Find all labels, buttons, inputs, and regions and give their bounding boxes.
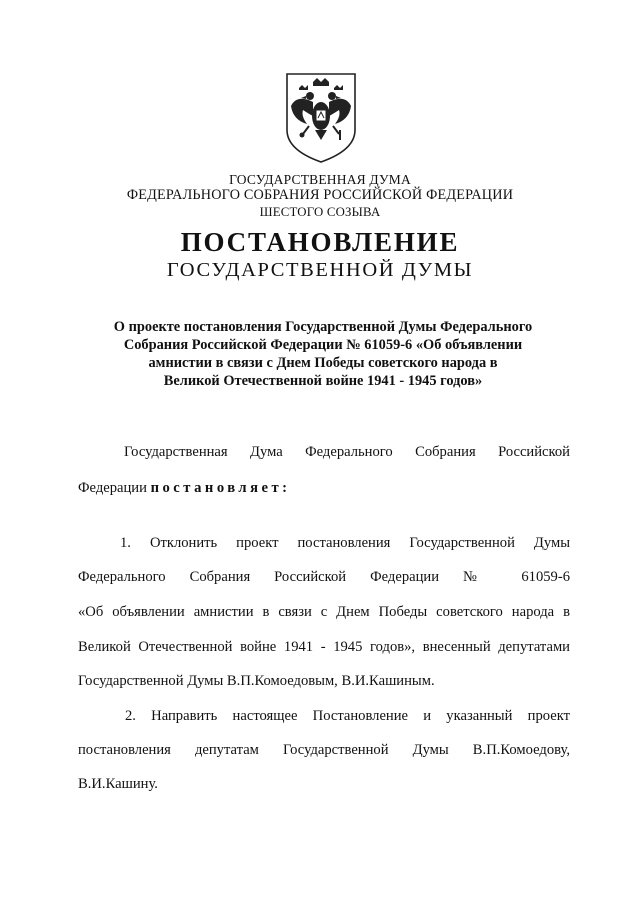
document-title: ПОСТАНОВЛЕНИЕ — [180, 227, 460, 257]
header-line-convocation: ШЕСТОГО СОЗЫВА — [259, 205, 381, 219]
header-line-duma: ГОСУДАРСТВЕННАЯ ДУМА — [229, 172, 411, 187]
preamble-line-decision — [78, 479, 291, 497]
preamble-prefix: Федерации — [78, 480, 151, 496]
header-line-federal-assembly: ФЕДЕРАЛЬНОГО СОБРАНИЯ РОССИЙСКОЙ ФЕДЕРАЦИИ — [126, 187, 514, 203]
subject-line: Великой Отечественной войне 1941 - 1945 годов» — [163, 373, 483, 389]
item2-line: постановления депутатам Государственной Думы В.П.Комоедову, — [78, 742, 570, 758]
document-subtitle: ГОСУДАРСТВЕННОЙ ДУМЫ — [166, 259, 474, 281]
subject-line: Собрания Российской Федерации № 61059-6 «Об объявлении — [123, 337, 523, 353]
subject-line: амнистии в связи с Днем Победы советского народа в — [148, 355, 498, 371]
decides-word: постановляет: — [150, 480, 291, 496]
item1-line: Федерального Собрания Российской Федерации № 61059-6 — [78, 569, 570, 585]
item1-line: Государственной Думы В.П.Комоедовым, В.И.Кашиным. — [78, 673, 435, 689]
resolution-subject — [88, 318, 558, 390]
item1-line: «Об объявлении амнистии в связи с Днем Победы советского народа в — [78, 604, 570, 620]
coat-of-arms-emblem — [283, 72, 359, 164]
subject-line: О проекте постановления Государственной Думы Федерального — [113, 319, 533, 335]
preamble-line: Государственная Дума Федерального Собрания Российской — [124, 444, 570, 460]
item2-line: В.И.Кашину. — [78, 776, 158, 792]
item1-line: 1. Отклонить проект постановления Государственной Думы — [120, 535, 570, 551]
item1-line: Великой Отечественной войне 1941 - 1945 годов», внесенный депутатами — [78, 639, 570, 655]
item2-line: 2. Направить настоящее Постановление и указанный проект — [125, 708, 570, 724]
